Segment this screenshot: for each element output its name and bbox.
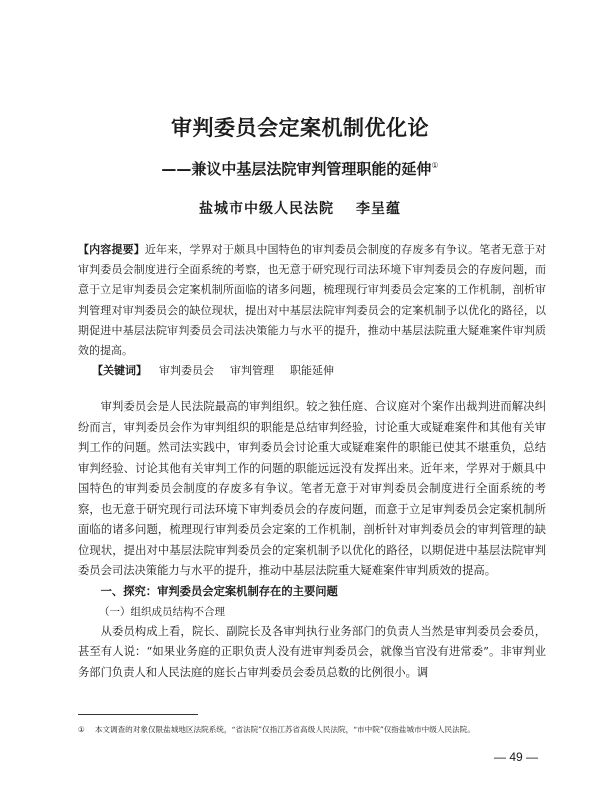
abstract-label: 【内容提要】 xyxy=(78,243,145,256)
body-text xyxy=(78,397,546,683)
keywords-block xyxy=(92,362,542,380)
article-subtitle xyxy=(0,158,600,179)
subtitle-footnote-marker[interactable]: ① xyxy=(431,161,439,170)
body-paragraph: 审判委员会是人民法院最高的审判组织。较之独任庭、合议庭对个案作出裁判进而解决纠纷而言，审判委员会作为审判组织的职能是总结审判经验，讨论重大或疑难案件和其他有关审判工作的问题。然司法实践中，审判委员会讨论重大或疑难案件的职能已使其不堪重负，总结审判经验、讨论其他有关审判工作的问题的职能远远没有发挥出来。近年来，学界对于颇具中国特色的审判委员会制度的存废多有争议。笔者无意于对审判委员会制度进行全面系统的考察，也无意于研究现行司法环境下审判委员会的存废问题，而意于立足审判委员会定案机制所面临的诸多问题，梳理现行审判委员会定案的工作机制，剖析针对审判委员会的审判管理的缺位现状，提出对中基层法院审判委员会的定案机制予以优化的路径，以期促进中基层法院审判委员会司法决策能力与水平的提升，推动中基层法院重大疑难案件审判质效的提高。 xyxy=(78,400,546,577)
body-paragraph: 从委员构成上看，院长、副院长及各审判执行业务部门的负责人当然是审判委员会委员，甚至有人说：“如果业务庭的正职负责人没有进审判委员会，就像当官没有进常委”。非审判业务部门负责人和人民法庭的庭长占审判委员会委员总数的比例很小。调 xyxy=(78,624,546,679)
page-number: — 49 — xyxy=(493,750,538,764)
section-heading: 一、探究：审判委员会定案机制存在的主要问题 xyxy=(100,584,338,598)
abstract-block xyxy=(78,240,546,361)
author-affiliation: 盐城市中级人民法院 xyxy=(199,201,334,217)
footnote-text: 本文调查的对象仅限盐城地区法院系统，“省法院”仅指江苏省高级人民法院，“市中院”仅指盐城市中级人民法院。 xyxy=(94,725,475,734)
article-title: 审判委员会定案机制优化论 xyxy=(171,116,429,140)
keyword-item: 审判管理 xyxy=(230,364,274,377)
author-line xyxy=(0,198,600,218)
footnote-marker: ① xyxy=(78,725,85,734)
author-name: 李呈蕴 xyxy=(356,201,401,217)
subtitle-text: ——兼议中基层法院审判管理职能的延伸 xyxy=(161,160,432,178)
footnote xyxy=(78,724,548,736)
footnote-divider xyxy=(78,714,198,715)
abstract-text: 近年来，学界对于颇具中国特色的审判委员会制度的存废多有争议。笔者无意于对审判委员会制度进行全面系统的考察，也无意于研究现行司法环境下审判委员会的存废问题，而意于立足审判委员会定案机制所面临的诸多问题，梳理现行审判委员会定案的工作机制，剖析审判管理对审判委员会的缺位现状，提出对中基层法院审判委员会的定案机制予以优化的路径，以期促进中基层法院审判委员会司法决策能力与水平的提升，推动中基层法院重大疑难案件审判质效的提高。 xyxy=(78,243,547,358)
keyword-item: 审判委员会 xyxy=(159,364,214,377)
subsection-heading: （一）组织成员结构不合理 xyxy=(99,605,225,618)
keyword-item: 职能延伸 xyxy=(290,364,334,377)
keywords-label: 【关键词】 xyxy=(92,364,147,377)
